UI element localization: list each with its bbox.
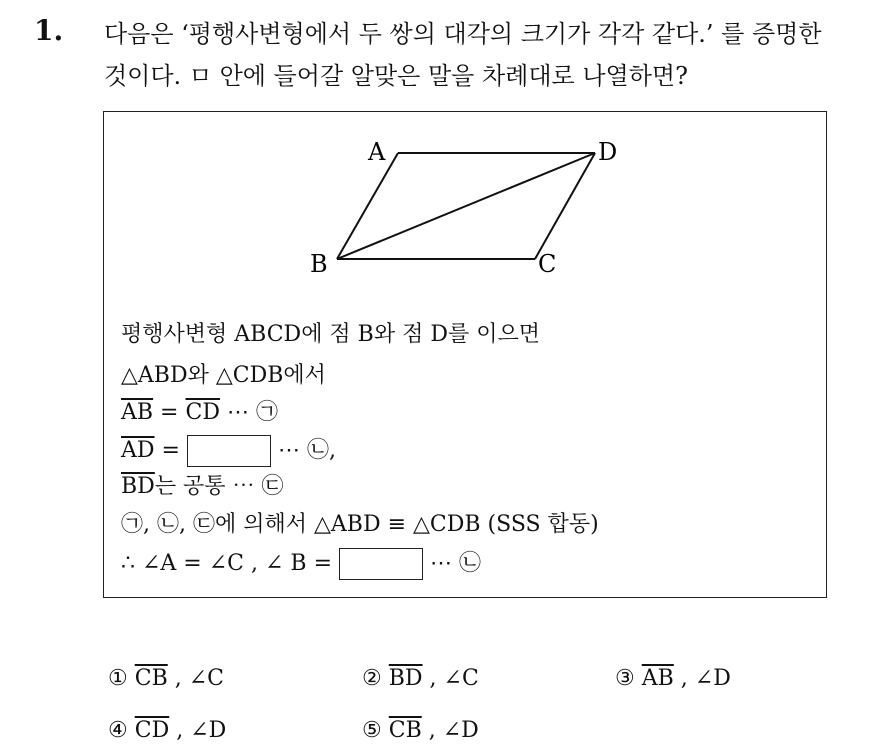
choice-angle: , ∠D <box>176 718 227 743</box>
blank-box-2 <box>339 548 423 580</box>
choice-5[interactable] <box>362 718 479 743</box>
label-nieun-2: ⋯ ㉡ <box>423 551 481 576</box>
label-d: D <box>598 138 618 166</box>
proof-line-1: 평행사변형 ABCD에 점 B와 점 D를 이으면 <box>121 322 540 347</box>
side-ab <box>337 153 398 259</box>
choice-4[interactable] <box>108 718 226 743</box>
choice-3[interactable] <box>615 666 731 691</box>
choice-number: ③ <box>615 666 635 691</box>
proof-line-2: △ABD와 △CDB에서 <box>121 363 326 388</box>
parallelogram-diagram <box>104 112 828 302</box>
choice-segment: $\overline{CB}$ <box>388 718 422 743</box>
side-dc <box>535 153 595 259</box>
question-number: 1. <box>34 14 64 47</box>
blank-box-1 <box>187 435 271 467</box>
proof-box <box>103 111 827 598</box>
equals: = <box>153 400 186 425</box>
choice-number: ⑤ <box>362 718 382 743</box>
choice-number: ④ <box>108 718 128 743</box>
question-text-line-2: 것이다. ㅁ 안에 들어갈 알맞은 말을 차례대로 나열하면? <box>104 62 688 90</box>
choice-2[interactable] <box>362 666 479 691</box>
choice-number: ① <box>108 666 128 691</box>
choice-segment: $\overline{AB}$ <box>641 666 674 691</box>
label-giyeok: ⋯ ㉠ <box>219 400 278 425</box>
therefore-text: ∴ ∠A = ∠C , ∠ B = <box>121 551 339 576</box>
choice-1[interactable] <box>108 666 224 691</box>
proof-line-6: ㉠, ㉡, ㉢에 의해서 △ABD ≡ △CDB (SSS 합동) <box>121 512 599 537</box>
choice-number: ② <box>362 666 382 691</box>
proof-line-3 <box>121 398 278 428</box>
proof-line-7 <box>121 548 481 580</box>
segment-bd: $\overline{BD}$ <box>121 474 155 499</box>
segment-cd: $\overline{CD}$ <box>185 400 220 425</box>
question-text-line-1: 다음은 ‘평행사변형에서 두 쌍의 대각의 크기가 각각 같다.’ 를 증명한 <box>104 20 822 48</box>
segment-ab: $\overline{AB}$ <box>121 400 154 425</box>
choice-angle: , ∠D <box>428 718 479 743</box>
label-nieun: ⋯ ㉡, <box>270 438 336 463</box>
equals: = <box>154 438 187 463</box>
diagonal-bd <box>337 153 595 259</box>
label-a: A <box>368 138 386 166</box>
proof-line-4 <box>121 435 336 467</box>
choice-angle: , ∠C <box>174 666 224 691</box>
common-text: 는 공통 ⋯ ㉢ <box>154 474 284 499</box>
choice-segment: $\overline{CD}$ <box>134 718 170 743</box>
segment-ad: $\overline{AD}$ <box>121 438 155 463</box>
choice-segment: $\overline{CB}$ <box>134 666 168 691</box>
choice-angle: , ∠D <box>680 666 731 691</box>
label-b: B <box>310 250 328 278</box>
choice-segment: $\overline{BD}$ <box>388 666 423 691</box>
label-c: C <box>538 250 557 278</box>
proof-line-5 <box>121 472 284 502</box>
choice-angle: , ∠C <box>429 666 479 691</box>
